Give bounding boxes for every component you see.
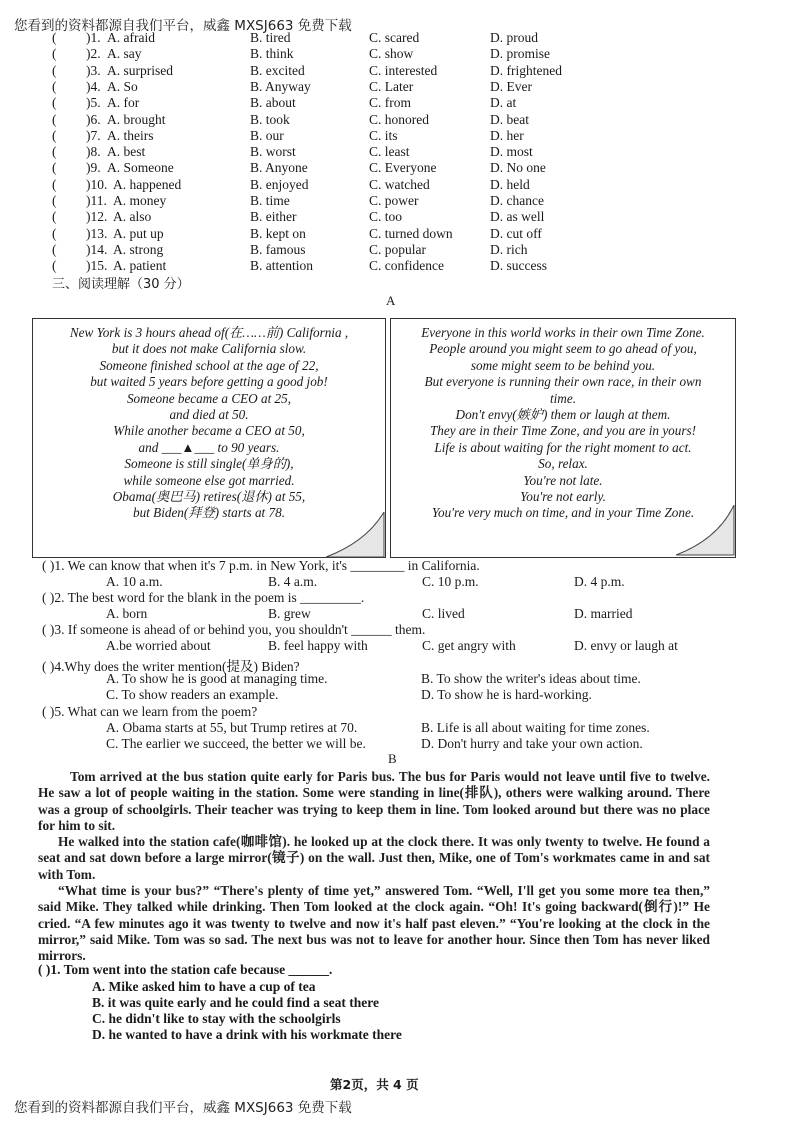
cloze-option-d: D. as well bbox=[490, 209, 545, 225]
poem-line: Someone became a CEO at 25, bbox=[126, 390, 292, 406]
cloze-option-a: A. best bbox=[107, 144, 146, 160]
cloze-option-b: B. about bbox=[250, 95, 296, 111]
poem-line: some might seem to be behind you. bbox=[470, 357, 656, 373]
cloze-item-number: )10. bbox=[86, 176, 108, 192]
cloze-option-a: A. happened bbox=[113, 176, 182, 192]
part-a-label: A bbox=[386, 293, 396, 308]
poem-line: and died at 50. bbox=[169, 407, 249, 423]
cloze-option-c: C. scared bbox=[369, 30, 420, 45]
cloze-option-b: B. famous bbox=[250, 241, 306, 257]
cloze-option-b: B. Anyway bbox=[250, 78, 311, 94]
poem-line: People around you might seem to go ahead of you, bbox=[429, 341, 697, 357]
cloze-option-c: C. power bbox=[369, 193, 419, 208]
question-a3-option-b: B. feel happy with bbox=[268, 638, 368, 653]
cloze-option-a: A. theirs bbox=[107, 127, 154, 143]
watermark-top: 您看到的资料都源自我们平台，威鑫 MXSJ663 免费下载 bbox=[14, 18, 352, 34]
poem-line: Life is about waiting for the right moment to act. bbox=[434, 439, 692, 455]
question-b1-stem: ( )1. Tom went into the station cafe because ______. bbox=[38, 962, 333, 977]
answer-bracket[interactable]: ( bbox=[52, 209, 57, 225]
answer-bracket[interactable]: ( bbox=[52, 144, 57, 160]
cloze-item-number: )9. bbox=[86, 160, 101, 176]
question-a4-option-d: D. To show he is hard-working. bbox=[421, 687, 592, 702]
poem-line: While another became a CEO at 50, bbox=[113, 423, 305, 439]
poem-line: So, relax. bbox=[538, 456, 588, 472]
cloze-option-b: B. enjoyed bbox=[250, 176, 309, 192]
cloze-item-number: )12. bbox=[86, 209, 108, 225]
cloze-option-c: C. too bbox=[369, 209, 403, 225]
poem-line: But everyone is running their own race, in their own bbox=[424, 374, 702, 390]
cloze-option-d: D. beat bbox=[490, 111, 529, 127]
section-title: 三、阅读理解（30 分） bbox=[52, 277, 190, 292]
question-a1-option-b: B. 4 a.m. bbox=[268, 574, 318, 589]
poem-line: You're very much on time, and in your Time Zone. bbox=[431, 505, 695, 521]
cloze-option-a: A. afraid bbox=[107, 30, 155, 45]
answer-bracket[interactable]: ( bbox=[52, 193, 57, 208]
poem-line: Someone finished school at the age of 22, bbox=[99, 357, 319, 373]
cloze-option-b: B. either bbox=[250, 209, 297, 225]
question-a5-option-c: C. The earlier we succeed, the better we will be. bbox=[106, 736, 366, 751]
cloze-option-a: A. patient bbox=[113, 258, 167, 274]
cloze-item-number: )1. bbox=[86, 30, 101, 45]
question-b1-option-a: A. Mike asked him to have a cup of tea bbox=[92, 979, 316, 994]
cloze-option-b: B. Anyone bbox=[250, 160, 308, 176]
question-b1-option-d: D. he wanted to have a drink with his workmate there bbox=[92, 1027, 402, 1042]
cloze-option-c: C. turned down bbox=[369, 225, 453, 241]
watermark-bottom: 您看到的资料都源自我们平台，威鑫 MXSJ663 免费下载 bbox=[14, 1100, 352, 1116]
question-a3-option-a: A.be worried about bbox=[106, 638, 211, 653]
cloze-option-a: A. also bbox=[113, 209, 152, 225]
cloze-item-number: )4. bbox=[86, 78, 101, 94]
cloze-item-number: )11. bbox=[86, 193, 107, 208]
question-a4-option-b: B. To show the writer's ideas about time. bbox=[421, 671, 641, 686]
cloze-item-number: )6. bbox=[86, 111, 101, 127]
question-b1-option-b: B. it was quite early and he could find a seat there bbox=[92, 995, 380, 1010]
answer-bracket[interactable]: ( bbox=[52, 46, 57, 62]
cloze-item-number: )13. bbox=[86, 225, 108, 241]
passage-b-paragraph-3: “What time is your bus?” “There's plenty of time yet,” answered Tom. “Well, I'll get you some more tea then,” said Mike. They talked while drinking. Then Tom looked at the clock again. “Oh! It's going backward(倒行)!” He cried. “A few minutes ago it was twenty to twelve and now it's half past eleven.” “You're looking at the clock in the mirror,” said Mike. Tom was so sad. The next bus was not to leave for another hour. Since then Tom has never liked mirrors. bbox=[38, 883, 710, 964]
question-a2-option-c: C. lived bbox=[422, 606, 465, 621]
cloze-option-d: D. Ever bbox=[490, 78, 532, 94]
cloze-option-c: C. its bbox=[369, 127, 398, 143]
cloze-option-d: D. success bbox=[490, 258, 547, 274]
cloze-option-b: B. our bbox=[250, 127, 284, 143]
poem-line: You're not late. bbox=[523, 472, 603, 488]
cloze-option-d: D. frightened bbox=[490, 62, 562, 78]
page-curl-left bbox=[326, 512, 390, 562]
cloze-option-c: C. honored bbox=[369, 111, 429, 127]
question-a1-option-c: C. 10 p.m. bbox=[422, 574, 479, 589]
passage-b-paragraph-1: Tom arrived at the bus station quite early for Paris bus. The bus for Paris would not leave until five to twelve. He saw a lot of people waiting in the station. Some were standing in line(排队), others were walking around. There was a group of schoolgirls. Their teacher was trying to keep them in line. Tom looked around but there was no place for him to sit. bbox=[38, 769, 710, 833]
cloze-option-c: C. Everyone bbox=[369, 160, 437, 176]
question-a2-option-a: A. born bbox=[106, 606, 148, 621]
question-a1-option-a: A. 10 a.m. bbox=[106, 574, 163, 589]
cloze-option-b: B. think bbox=[250, 46, 294, 62]
cloze-item-number: )2. bbox=[86, 46, 101, 62]
cloze-item-number: )3. bbox=[86, 62, 101, 78]
answer-bracket[interactable]: ( bbox=[52, 176, 57, 192]
cloze-option-a: A. strong bbox=[113, 241, 164, 257]
cloze-item-number: )14. bbox=[86, 241, 108, 257]
question-a4-stem: ( )4.Why does the writer mention(提及) Biden? bbox=[42, 659, 300, 674]
question-b1-option-c: C. he didn't like to stay with the schoolgirls bbox=[92, 1011, 341, 1026]
cloze-option-d: D. held bbox=[490, 176, 530, 192]
poem-line: but waited 5 years before getting a good job! bbox=[90, 374, 328, 390]
cloze-option-d: D. rich bbox=[490, 241, 528, 257]
poem-line: but Biden(拜登) starts at 78. bbox=[132, 505, 286, 521]
poem-line: while someone else got married. bbox=[123, 472, 295, 488]
passage-b-paragraph-2: He walked into the station cafe(咖啡馆). he looked up at the clock there. It was only twenty to twelve. He found a seat and sat down before a large mirror(镜子) on the wall. Just then, Mike, one of Tom's workmates came in and sat with Tom. bbox=[38, 834, 710, 882]
cloze-option-a: A. surprised bbox=[107, 62, 173, 78]
question-a2-stem: ( )2. The best word for the blank in the poem is _________. bbox=[42, 590, 365, 605]
cloze-option-d: D. most bbox=[490, 144, 533, 160]
part-b-label: B bbox=[388, 751, 397, 766]
poem-line: You're not early. bbox=[520, 489, 606, 505]
cloze-option-b: B. time bbox=[250, 193, 290, 208]
cloze-option-d: D. chance bbox=[490, 193, 544, 208]
cloze-option-c: C. show bbox=[369, 46, 414, 62]
question-a5-option-b: B. Life is all about waiting for time zones. bbox=[421, 720, 650, 735]
cloze-option-d: D. her bbox=[490, 127, 524, 143]
answer-bracket[interactable]: ( bbox=[52, 78, 57, 94]
poem-line: Obama(奥巴马) retires(退休) at 55, bbox=[112, 489, 306, 505]
question-a3-option-d: D. envy or laugh at bbox=[574, 638, 678, 653]
poem-line: Don't envy(嫉妒) them or laugh at them. bbox=[455, 407, 671, 423]
question-a1-stem: ( )1. We can know that when it's 7 p.m. in New York, it's ________ in California. bbox=[42, 558, 480, 573]
cloze-option-b: B. kept on bbox=[250, 225, 306, 241]
cloze-item-number: )15. bbox=[86, 258, 108, 274]
page-curl-right bbox=[676, 505, 740, 560]
poem-line: They are in their Time Zone, and you are in yours! bbox=[429, 423, 697, 439]
cloze-option-c: C. from bbox=[369, 95, 411, 111]
question-a2-option-d: D. married bbox=[574, 606, 633, 621]
question-a3-stem: ( )3. If someone is ahead of or behind you, you shouldn't ______ them. bbox=[42, 622, 426, 637]
cloze-option-a: A. So bbox=[107, 78, 138, 94]
page-number: 第2页，共 4 页 bbox=[330, 1077, 419, 1092]
answer-bracket[interactable]: ( bbox=[52, 127, 57, 143]
poem-line: Someone is still single(单身的), bbox=[124, 456, 294, 472]
cloze-option-a: A. brought bbox=[107, 111, 166, 127]
answer-bracket[interactable]: ( bbox=[52, 160, 57, 176]
question-a4-option-a: A. To show he is good at managing time. bbox=[106, 671, 328, 686]
poem-right-text bbox=[391, 319, 735, 522]
question-a4-option-c: C. To show readers an example. bbox=[106, 687, 279, 702]
cloze-option-b: B. tired bbox=[250, 30, 291, 45]
cloze-item-number: )7. bbox=[86, 127, 101, 143]
poem-line: time. bbox=[549, 390, 576, 406]
cloze-item-number: )8. bbox=[86, 144, 101, 160]
cloze-option-b: B. attention bbox=[250, 258, 313, 274]
cloze-option-b: B. excited bbox=[250, 62, 305, 78]
cloze-option-c: C. least bbox=[369, 144, 410, 160]
poem-line: and ___▲___ to 90 years. bbox=[138, 439, 280, 455]
cloze-option-b: B. worst bbox=[250, 144, 296, 160]
question-a2-option-b: B. grew bbox=[268, 606, 311, 621]
cloze-option-a: A. for bbox=[107, 95, 140, 111]
cloze-option-c: C. Later bbox=[369, 78, 414, 94]
question-a5-stem: ( )5. What can we learn from the poem? bbox=[42, 704, 258, 719]
cloze-option-d: D. cut off bbox=[490, 225, 542, 241]
cloze-option-d: D. proud bbox=[490, 30, 538, 45]
question-a1-option-d: D. 4 p.m. bbox=[574, 574, 625, 589]
cloze-option-d: D. at bbox=[490, 95, 517, 111]
poem-line: but it does not make California slow. bbox=[111, 341, 307, 357]
cloze-option-c: C. popular bbox=[369, 241, 426, 257]
cloze-option-d: D. promise bbox=[490, 46, 550, 62]
cloze-option-d: D. No one bbox=[490, 160, 546, 176]
answer-bracket[interactable]: ( bbox=[52, 258, 57, 274]
cloze-option-a: A. money bbox=[113, 193, 167, 208]
question-a3-option-c: C. get angry with bbox=[422, 638, 516, 653]
cloze-option-c: C. watched bbox=[369, 176, 430, 192]
answer-bracket[interactable]: ( bbox=[52, 241, 57, 257]
answer-bracket[interactable]: ( bbox=[52, 111, 57, 127]
poem-line: New York is 3 hours ahead of(在……前) California , bbox=[69, 325, 349, 340]
question-a5-option-a: A. Obama starts at 55, but Trump retires at 70. bbox=[106, 720, 358, 735]
answer-bracket[interactable]: ( bbox=[52, 62, 57, 78]
answer-bracket[interactable]: ( bbox=[52, 95, 57, 111]
cloze-option-c: C. confidence bbox=[369, 258, 444, 274]
cloze-item-number: )5. bbox=[86, 95, 101, 111]
cloze-option-a: A. Someone bbox=[107, 160, 174, 176]
answer-bracket[interactable]: ( bbox=[52, 30, 57, 45]
poem-line: Everyone in this world works in their own Time Zone. bbox=[421, 325, 705, 340]
question-a5-option-d: D. Don't hurry and take your own action. bbox=[421, 736, 643, 751]
answer-bracket[interactable]: ( bbox=[52, 225, 57, 241]
cloze-option-a: A. put up bbox=[113, 225, 164, 241]
cloze-option-c: C. interested bbox=[369, 62, 438, 78]
poem-left-text bbox=[33, 319, 385, 522]
cloze-option-b: B. took bbox=[250, 111, 290, 127]
cloze-option-a: A. say bbox=[107, 46, 142, 62]
passage-b bbox=[38, 769, 710, 965]
